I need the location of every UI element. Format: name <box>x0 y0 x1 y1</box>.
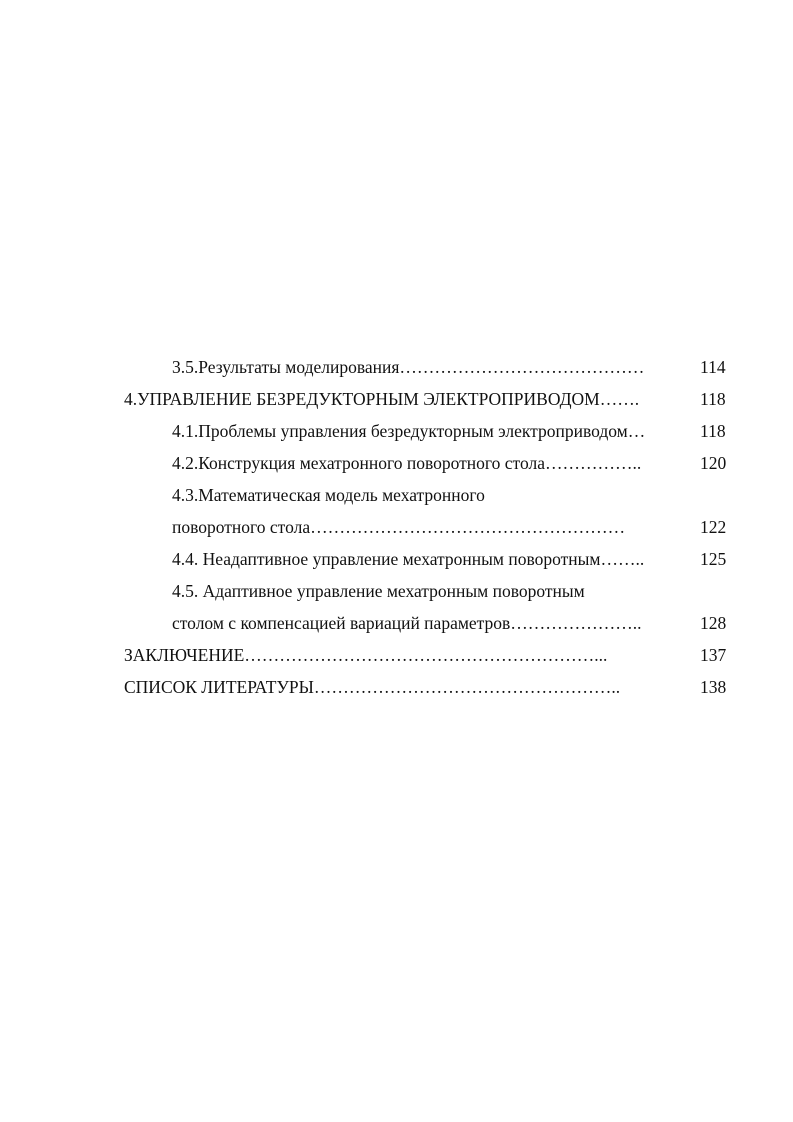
toc-entry-page: 125 <box>700 549 727 569</box>
toc-entry-4-5-cont <box>172 609 687 637</box>
toc-entry-title: поворотного стола……………………………………………… <box>172 517 626 537</box>
toc-entry-title: 4.1.Проблемы управления безредукторным электроприводом… <box>172 421 646 441</box>
toc-entry-page: 114 <box>700 357 726 377</box>
toc-entry-page: 122 <box>700 517 727 537</box>
toc-entry-4-3 <box>172 481 687 509</box>
toc-entry-4-2 <box>172 449 687 477</box>
toc-entry-4-3-cont <box>172 513 687 541</box>
toc-entry-page: 120 <box>700 453 727 473</box>
toc-entry-4 <box>124 385 687 413</box>
toc-entry-title: столом с компенсацией вариаций параметров………………….. <box>172 613 642 633</box>
toc-entry-4-4 <box>172 545 687 573</box>
toc-entry-page: 128 <box>700 613 727 633</box>
toc-entry-4-5 <box>172 577 687 605</box>
toc-entry-title: 4.3.Математическая модель мехатронного <box>172 485 485 505</box>
toc-entry-page: 137 <box>700 645 727 665</box>
toc-entry-references <box>124 673 687 701</box>
toc-entry-title: 4.2.Конструкция мехатронного поворотного стола…………….. <box>172 453 642 473</box>
toc-entry-4-1 <box>172 417 687 445</box>
toc-entry-title: 4.УПРАВЛЕНИЕ БЕЗРЕДУКТОРНЫМ ЭЛЕКТРОПРИВОДОМ……. <box>124 389 640 409</box>
toc-entry-title: СПИСОК ЛИТЕРАТУРЫ…………………………………………….. <box>124 677 621 697</box>
toc-entry-title: 4.5. Адаптивное управление мехатронным поворотным <box>172 581 585 601</box>
toc-entry-title: 4.4. Неадаптивное управление мехатронным поворотным…….. <box>172 549 645 569</box>
toc-entry-page: 118 <box>700 421 726 441</box>
toc-entry-title: 3.5.Результаты моделирования…………………………………… <box>172 357 645 377</box>
toc-entry-title: ЗАКЛЮЧЕНИЕ……………………………………………………... <box>124 645 608 665</box>
toc-entry-conclusion <box>124 641 687 669</box>
toc-entry-3-5 <box>172 353 687 381</box>
toc-entry-page: 138 <box>700 677 727 697</box>
toc-entry-page: 118 <box>700 389 726 409</box>
